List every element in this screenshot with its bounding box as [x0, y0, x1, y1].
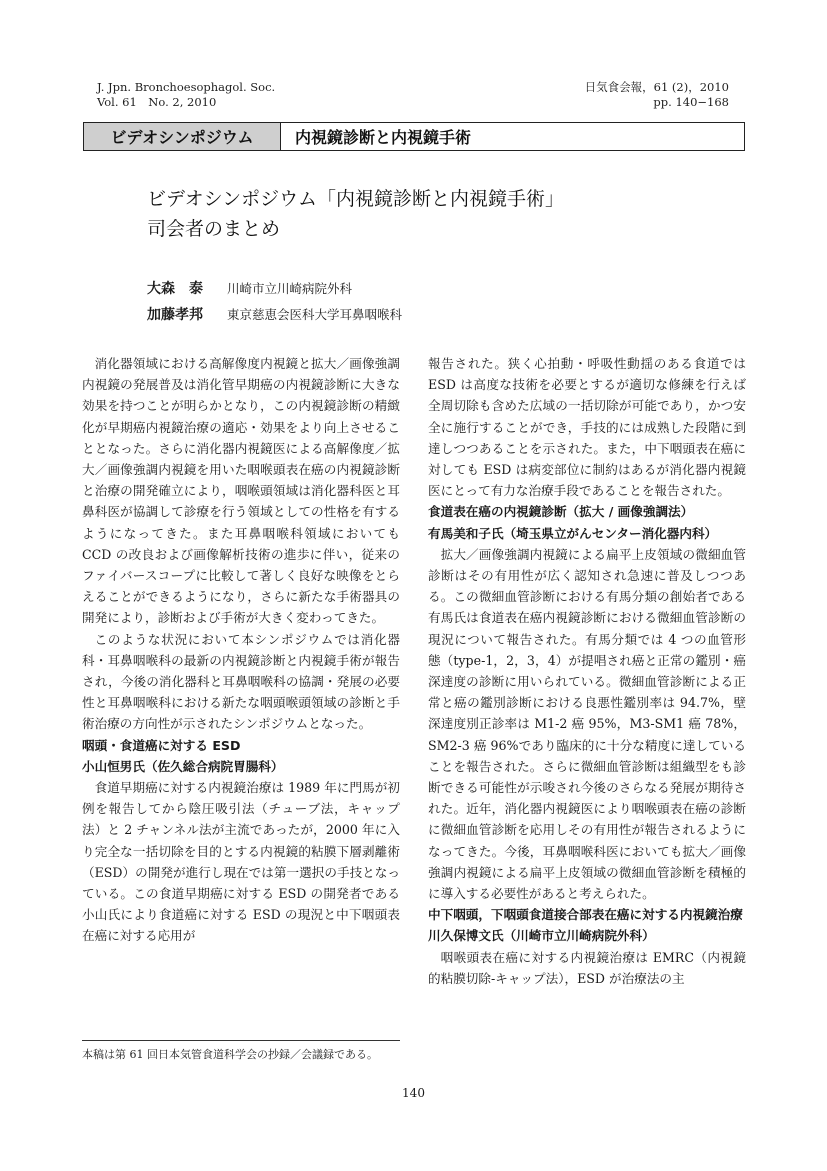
banner-label: ビデオシンポジウム [84, 123, 281, 150]
author-affiliation: 東京慈恵会医科大学耳鼻咽喉科 [227, 307, 403, 322]
header-left [97, 80, 275, 110]
intro-paragraph-2: このような状況において本シンポジウムでは消化器科・耳鼻咽喉科の最新の内視鏡診断と内視鏡手術が報告され，今後の消化器科と耳鼻咽喉科の協調・発展の必要性と耳鼻咽喉科における新たな咽頭喉頭領域の診断と手術治療の方向性が示されたシンポジウムとなった。 [82, 631, 400, 732]
section-2-body: 拡大／画像強調内視鏡による扁平上皮領域の微細血管診断はその有用性が広く認知され急速に普及しつつある。この微細血管診断における有馬分類の創始者である有馬氏は食道表在癌内視鏡診断における微細血管診断の現況について報告された。有馬分類では 4 つの血管形態（type-1，2，3，4）が提唱され癌と正常の鑑別・癌深達度の診断に用いられている。微細血管診断による正常と癌の鑑別診断における良悪性鑑別率は 94.7%，壁深達度別正診率は M1-2 癌 95%，M3-SM1 癌 78%，SM2-3 癌 96%であり臨床的に十分な精度に達していることを報告された。さらに微細血管診断は組織型をも診断できる可能性が示唆され今後のさらなる発展が期待された。近年，消化器内視鏡医により咽喉頭表在癌の診断に微細血管診断を応用しその有用性が報告されるようになってきた。今後，耳鼻咽喉科医においても拡大／画像強調内視鏡による扁平上皮領域の微細血管診断を積極的に導入する必要性があると考えられた。 [428, 546, 746, 902]
banner-topic: 内視鏡診断と内視鏡手術 [295, 128, 472, 147]
page-range: pp. 140−168 [653, 95, 729, 109]
author-name: 加藤孝邦 [147, 307, 203, 323]
right-column [428, 353, 746, 989]
left-column [82, 353, 400, 947]
author-2 [147, 302, 402, 328]
section-3-speaker: 川久保博文氏（川崎市立川崎病院外科） [428, 928, 655, 944]
section-3-title: 中下咽頭，下咽頭食道接合部表在癌に対する内視鏡治療 [428, 907, 743, 923]
footnote: 本稿は第 61 回日本気管食道科学会の抄録／会議録である。 [82, 1048, 378, 1061]
journal-name-en: J. Jpn. Bronchoesophagol. Soc. [97, 80, 276, 94]
section-3-body: 咽喉頭表在癌に対する内視鏡治療は EMRC（内視鏡的粘膜切除-キャップ法），ESD が治療法の主 [428, 949, 746, 986]
intro-paragraph-1: 消化器領域における高解像度内視鏡と拡大／画像強調内視鏡の発展普及は消化管早期癌の内視鏡診断に大きな効果を持つことが明らかとなり，この内視鏡診断の精緻化が早期癌内視鏡治療の適応・効果をより向上させることとなった。さらに消化器内視鏡医による高解像度／拡大／画像強調内視鏡を用いた咽喉頭表在癌の内視鏡診断と治療の開発確立により，咽喉頭領域は消化器科医と耳鼻科医が協調して診療を行う領域としての性格を有するようになってきた。また耳鼻咽喉科領域においても CCD の改良および画像解析技術の進歩に伴い，従来のファイバースコープに比較して著しく良好な映像をとらえることができるようになり，さらに新たな手術器具の開発により，診断および手術が大きく変わってきた。 [82, 356, 400, 626]
author-name: 大森 泰 [147, 281, 203, 297]
header-right [585, 80, 729, 110]
footnote-divider [82, 1040, 400, 1041]
title-line-2: 司会者のまとめ [147, 218, 281, 240]
page-number: 140 [402, 1086, 425, 1100]
title-line-1: ビデオシンポジウム「内視鏡診断と内視鏡手術」 [147, 188, 564, 210]
article-title [147, 184, 564, 244]
section-2-title: 食道表在癌の内視鏡診断（拡大 / 画像強調法） [428, 504, 694, 520]
author-affiliation: 川崎市立川崎病院外科 [227, 281, 353, 296]
section-1-body-continued: 報告された。狭く心拍動・呼吸性動揺のある食道では ESD は高度な技術を必要とするが適切な修練を行えば全周切除も含めた広域の一括切除が可能であり，かつ安全に施行することができ，手技的には成熟した段階に到達しつつあることを示された。また，中下咽頭表在癌に対しても ESD は病変部位に制約はあるが消化器内視鏡医にとって有力な治療手段であることを報告された。 [428, 356, 746, 499]
section-1-title: 咽頭・食道癌に対する ESD [82, 737, 241, 753]
section-1-speaker: 小山恒男氏（佐久総合病院胃腸科） [82, 758, 284, 774]
author-list [147, 276, 402, 328]
author-1 [147, 276, 402, 302]
section-banner [83, 122, 745, 151]
section-1-body: 食道早期癌に対する内視鏡治療は 1989 年に門馬が初例を報告してから陰圧吸引法（チューブ法，キャップ法）と 2 チャンネル法が主流であったが，2000 年に入り完全な一括切除を目的とする内視鏡的粘膜下層剥離術（ESD）の開発が進行し現在では第一選択の手技となっている。この食道早期癌に対する ESD の開発者である小山氏により食道癌に対する ESD の現況と中下咽頭表在癌に対する応用が [82, 780, 400, 944]
volume-en: Vol. 61 No. 2, 2010 [97, 95, 217, 109]
section-2-speaker: 有馬美和子氏（埼玉県立がんセンター消化器内科） [428, 525, 718, 541]
journal-name-ja: 日気食会報，61 (2)，2010 [584, 80, 729, 94]
